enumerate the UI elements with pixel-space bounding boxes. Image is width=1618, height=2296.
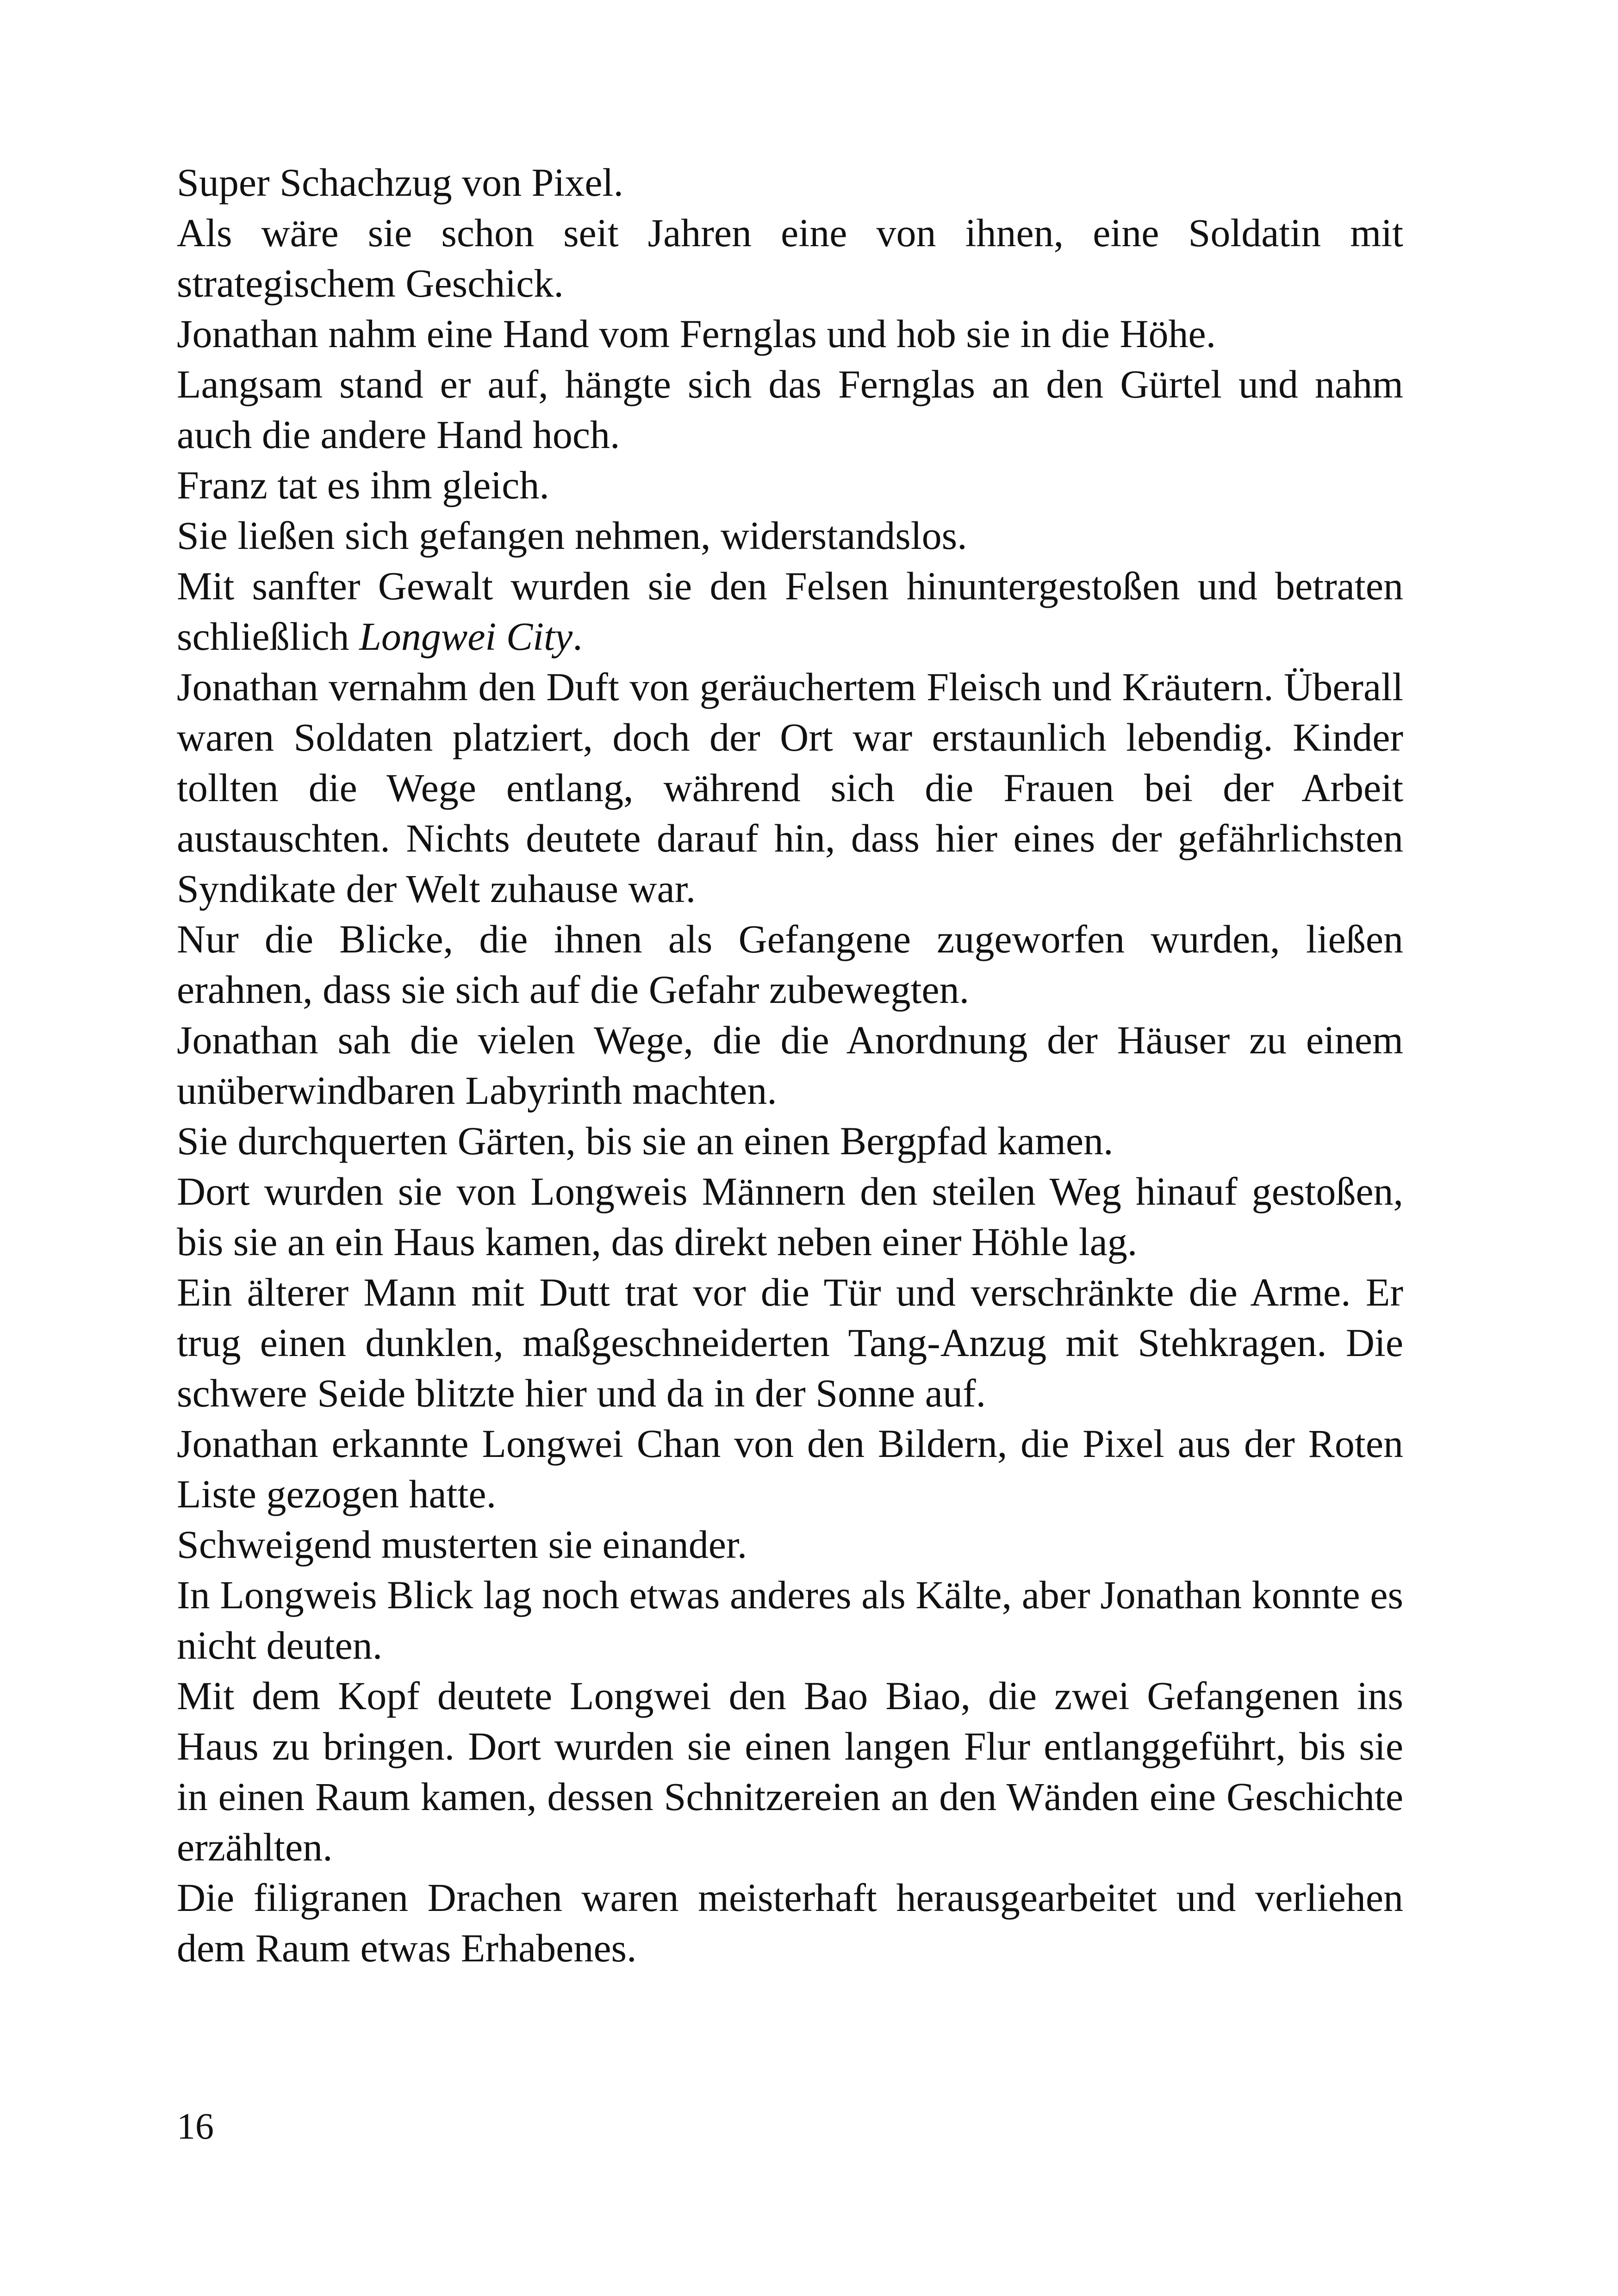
paragraph <box>177 561 1403 662</box>
paragraph: Franz tat es ihm gleich. <box>177 463 549 507</box>
paragraph: Sie durchquerten Gärten, bis sie an einen Bergpfad kamen. <box>177 1119 1114 1163</box>
paragraph: Jonathan sah die vielen Wege, die die Anordnung der Häuser zu einem unüberwindbaren Labyrinth machten. <box>177 1018 1403 1113</box>
paragraph: Super Schachzug von Pixel. <box>177 160 623 205</box>
body-text <box>177 157 1403 1973</box>
paragraph: Schweigend musterten sie einander. <box>177 1522 747 1567</box>
paragraph: Ein älterer Mann mit Dutt trat vor die Tür und verschränkte die Arme. Er trug einen dunklen, maßgeschneiderten Tang-Anzug mit Stehkragen. Die schwere Seide blitzte hier und da in der Sonne auf. <box>177 1270 1403 1415</box>
paragraph: Mit dem Kopf deutete Longwei den Bao Biao, die zwei Gefangenen ins Haus zu bringen. Dort wurden sie einen langen Flur entlanggeführt, bis sie in einen Raum kamen, dessen Schnitzereien an den Wänden eine Geschichte erzählten. <box>177 1674 1403 1869</box>
paragraph: Langsam stand er auf, hängte sich das Fernglas an den Gürtel und nahm auch die andere Hand hoch. <box>177 362 1403 457</box>
paragraph: In Longweis Blick lag noch etwas anderes als Kälte, aber Jonathan konnte es nicht deuten. <box>177 1573 1403 1668</box>
paragraph: Jonathan erkannte Longwei Chan von den Bildern, die Pixel aus der Roten Liste gezogen hatte. <box>177 1421 1403 1516</box>
paragraph-text: . <box>573 614 583 659</box>
paragraph: Sie ließen sich gefangen nehmen, widerstandslos. <box>177 513 967 558</box>
place-name-italic: Longwei City <box>359 614 573 659</box>
page-number: 16 <box>177 2106 214 2147</box>
paragraph: Nur die Blicke, die ihnen als Gefangene zugeworfen wurden, ließen erahnen, dass sie sich auf die Gefahr zubewegten. <box>177 917 1403 1012</box>
paragraph: Dort wurden sie von Longweis Männern den steilen Weg hinauf gestoßen, bis sie an ein Haus kamen, das direkt neben einer Höhle lag. <box>177 1169 1403 1264</box>
paragraph: Jonathan vernahm den Duft von geräuchertem Fleisch und Kräutern. Überall waren Soldaten platziert, doch der Ort war erstaunlich lebendig. Kinder tollten die Wege entlang, während sich die Frauen bei der Arbeit austauschten. Nichts deutete darauf hin, dass hier eines der gefährlichsten Syndikate der Welt zuhause war. <box>177 665 1403 911</box>
paragraph: Jonathan nahm eine Hand vom Fernglas und hob sie in die Höhe. <box>177 311 1216 356</box>
paragraph-text: Mit sanfter Gewalt wurden sie den Felsen hinuntergestoßen und betraten schließlich <box>177 564 1403 659</box>
paragraph: Als wäre sie schon seit Jahren eine von ihnen, eine Soldatin mit strategischem Geschick. <box>177 211 1403 305</box>
paragraph: Die filigranen Drachen waren meisterhaft herausgearbeitet und verliehen dem Raum etwas Erhabenes. <box>177 1875 1403 1970</box>
